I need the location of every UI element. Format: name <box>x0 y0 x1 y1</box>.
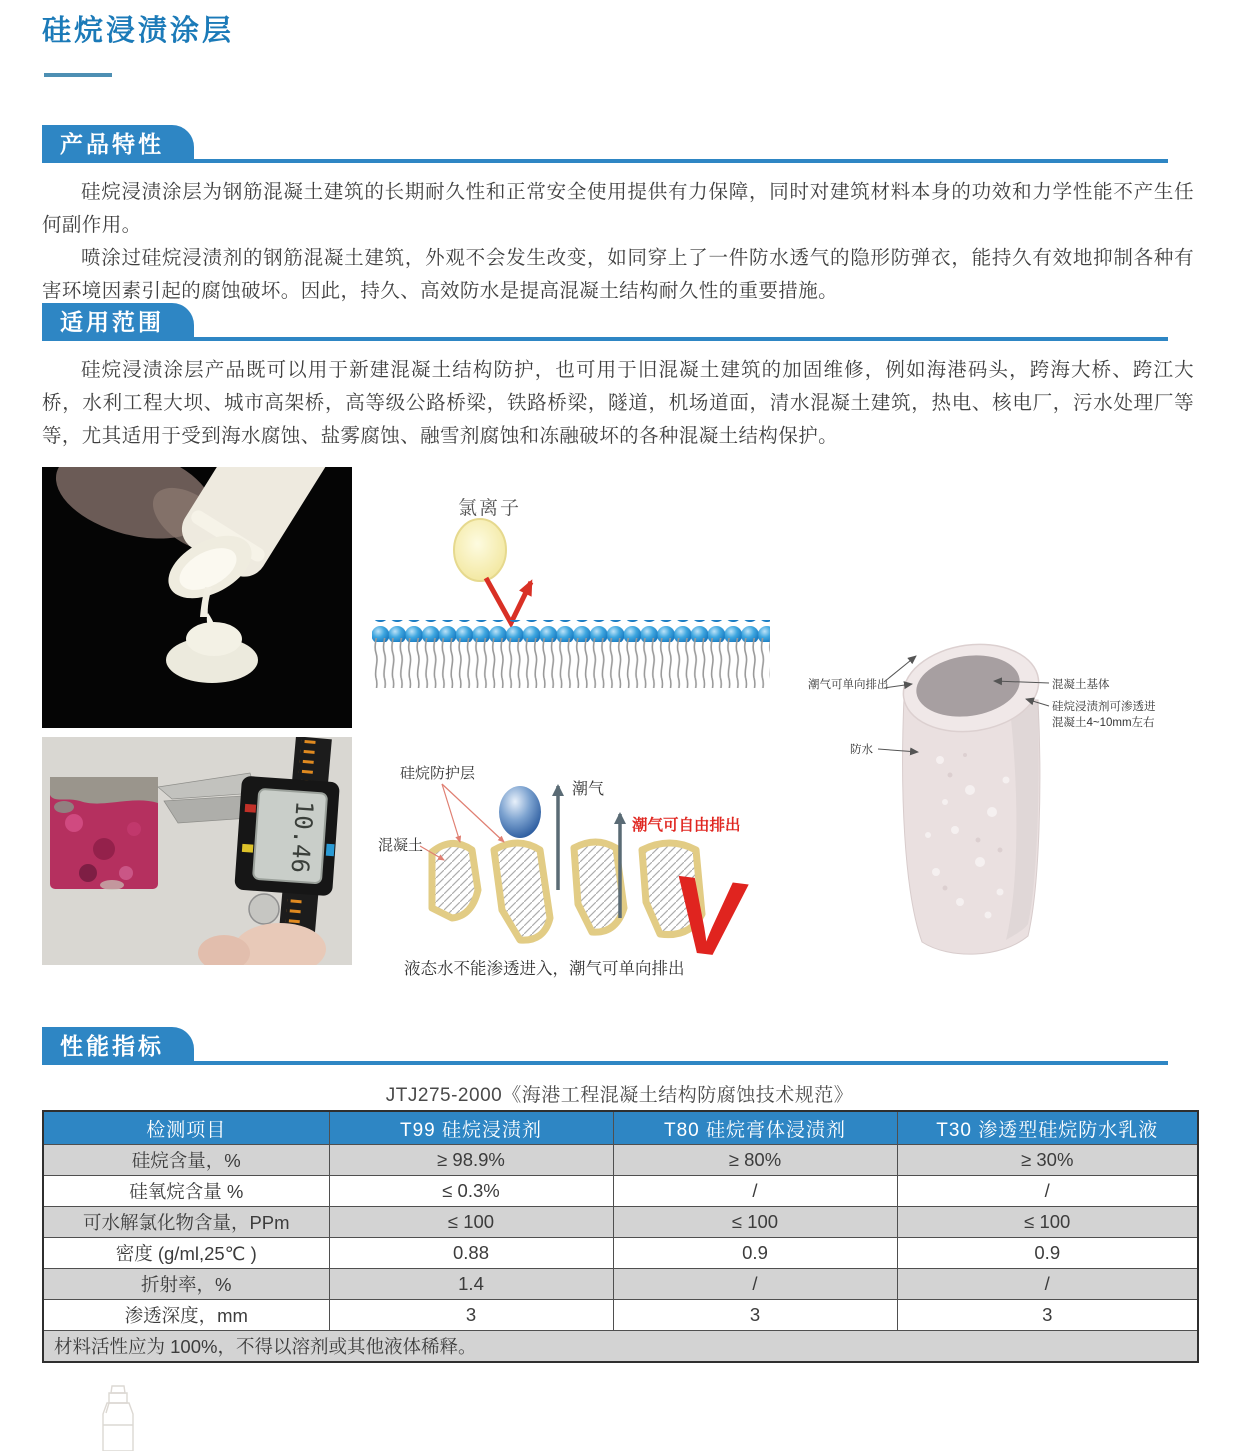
cell-value: ≤ 100 <box>897 1207 1198 1238</box>
row-label: 可水解氯化物含量，PPm <box>43 1207 329 1238</box>
page-title: 硅烷浸渍涂层 <box>42 15 235 47</box>
cell-value: ≥ 30% <box>897 1145 1198 1176</box>
cell-value: 3 <box>897 1300 1198 1331</box>
column-header-test-item: 检测项目 <box>43 1111 329 1145</box>
scope-paragraph-block <box>42 354 1194 453</box>
cylinder-label-penetration-1: 硅烷浸渍剂可渗透进 <box>1052 701 1156 713</box>
pores-label-moisture-free: 潮气可自由排出 <box>632 817 741 834</box>
row-label: 硅氧烷含量 % <box>43 1176 329 1207</box>
cell-value: / <box>613 1269 897 1300</box>
features-paragraph-2: 喷涂过硅烷浸渍剂的钢筋混凝土建筑，外观不会发生改变，如同穿上了一件防水透气的隐形防弹衣，能持久有效地抑制各种有害环境因素引起的腐蚀破坏。因此，持久、高效防水是提高混凝土结构耐久性的重要措施。 <box>42 247 1194 302</box>
table-header-row <box>43 1111 1198 1145</box>
bottle-pour-illustration <box>42 467 352 728</box>
cell-value: / <box>613 1176 897 1207</box>
row-label: 硅烷含量，% <box>43 1145 329 1176</box>
pores-label-silane-layer: 硅烷防护层 <box>400 765 476 782</box>
bottle-pour-photo <box>42 467 352 728</box>
caliper-measurement-photo <box>42 737 352 965</box>
cylinder-label-moisture-out: 潮气可单向排出 <box>808 679 889 691</box>
cell-value: ≥ 98.9% <box>329 1145 613 1176</box>
section-heading-features: 产品特性 <box>42 125 194 163</box>
cell-value: 3 <box>613 1300 897 1331</box>
section-rule-performance <box>42 1061 1168 1065</box>
cell-value: ≥ 80% <box>613 1145 897 1176</box>
table-row <box>43 1176 1198 1207</box>
column-header-t99: T99 硅烷浸渍剂 <box>329 1111 613 1145</box>
cell-value: 1.4 <box>329 1269 613 1300</box>
chloride-ion-label: 氯离子 <box>458 498 522 519</box>
features-paragraphs <box>42 176 1194 308</box>
cell-value: 3 <box>329 1300 613 1331</box>
features-paragraph-1: 硅烷浸渍涂层为钢筋混凝土建筑的长期耐久性和正常安全使用提供有力保障，同时对建筑材料本身的功效和力学性能不产生任何副作用。 <box>42 181 1194 236</box>
column-header-t30: T30 渗透型硅烷防水乳液 <box>897 1111 1198 1145</box>
title-underline <box>44 73 112 77</box>
pores-label-concrete: 混凝土 <box>378 837 424 854</box>
caliper-lcd-reading: 10.46 <box>285 799 319 874</box>
table-footnote-row <box>43 1331 1198 1363</box>
table-row <box>43 1145 1198 1176</box>
table-row <box>43 1300 1198 1331</box>
cell-value: ≤ 100 <box>329 1207 613 1238</box>
cell-value: ≤ 100 <box>613 1207 897 1238</box>
section-rule-features <box>42 159 1168 163</box>
row-label: 渗透深度，mm <box>43 1300 329 1331</box>
cell-value: ≤ 0.3% <box>329 1176 613 1207</box>
table-footnote: 材料活性应为 100%，不得以溶剂或其他液体稀释。 <box>43 1331 1198 1363</box>
pore-structure-diagram <box>372 750 770 982</box>
pore-structure-svg <box>372 750 770 982</box>
column-header-t80: T80 硅烷膏体浸渍剂 <box>613 1111 897 1145</box>
table-row <box>43 1207 1198 1238</box>
table-caption: JTJ275-2000《海港工程混凝土结构防腐蚀技术规范》 <box>385 1085 854 1106</box>
cylinder-penetration-diagram <box>800 640 1230 970</box>
cylinder-penetration-svg <box>800 640 1230 970</box>
scope-paragraph: 硅烷浸渍涂层产品既可以用于新建混凝土结构防护，也可用于旧混凝土建筑的加固维修，例如海港码头，跨海大桥、跨江大桥，水利工程大坝、城市高架桥，高等级公路桥梁，铁路桥梁，隧道，机场道面，清水混凝土建筑，热电、核电厂，污水处理厂等等，尤其适用于受到海水腐蚀、盐雾腐蚀、融雪剂腐蚀和冻融破坏的各种混凝土结构保护。 <box>42 359 1194 447</box>
row-label: 密度 (g/ml,25℃ ) <box>43 1238 329 1269</box>
table-row <box>43 1238 1198 1269</box>
pores-label-moisture: 潮气 <box>572 781 605 798</box>
red-checkmark: V <box>666 852 753 982</box>
table-row <box>43 1269 1198 1300</box>
chloride-barrier-diagram <box>372 470 770 702</box>
chloride-barrier-svg <box>372 470 770 702</box>
row-label: 折射率，% <box>43 1269 329 1300</box>
caliper-measurement-svg <box>42 737 352 965</box>
bottle-watermark <box>96 1385 140 1451</box>
silane-molecule-tails <box>372 638 770 688</box>
section-heading-scope: 适用范围 <box>42 303 194 341</box>
cylinder-label-waterproof: 防水 <box>850 744 873 756</box>
pores-caption: 液态水不能渗透进入，潮气可单向排出 <box>404 960 685 978</box>
cell-value: / <box>897 1176 1198 1207</box>
cylinder-label-penetration-2: 混凝土4~10mm左右 <box>1052 717 1155 729</box>
section-rule-scope <box>42 337 1168 341</box>
performance-table <box>42 1110 1199 1363</box>
cylinder-label-concrete-base: 混凝土基体 <box>1052 679 1110 691</box>
cell-value: 0.9 <box>897 1238 1198 1269</box>
cell-value: 0.88 <box>329 1238 613 1269</box>
cell-value: / <box>897 1269 1198 1300</box>
section-heading-performance: 性能指标 <box>42 1027 194 1065</box>
cell-value: 0.9 <box>613 1238 897 1269</box>
